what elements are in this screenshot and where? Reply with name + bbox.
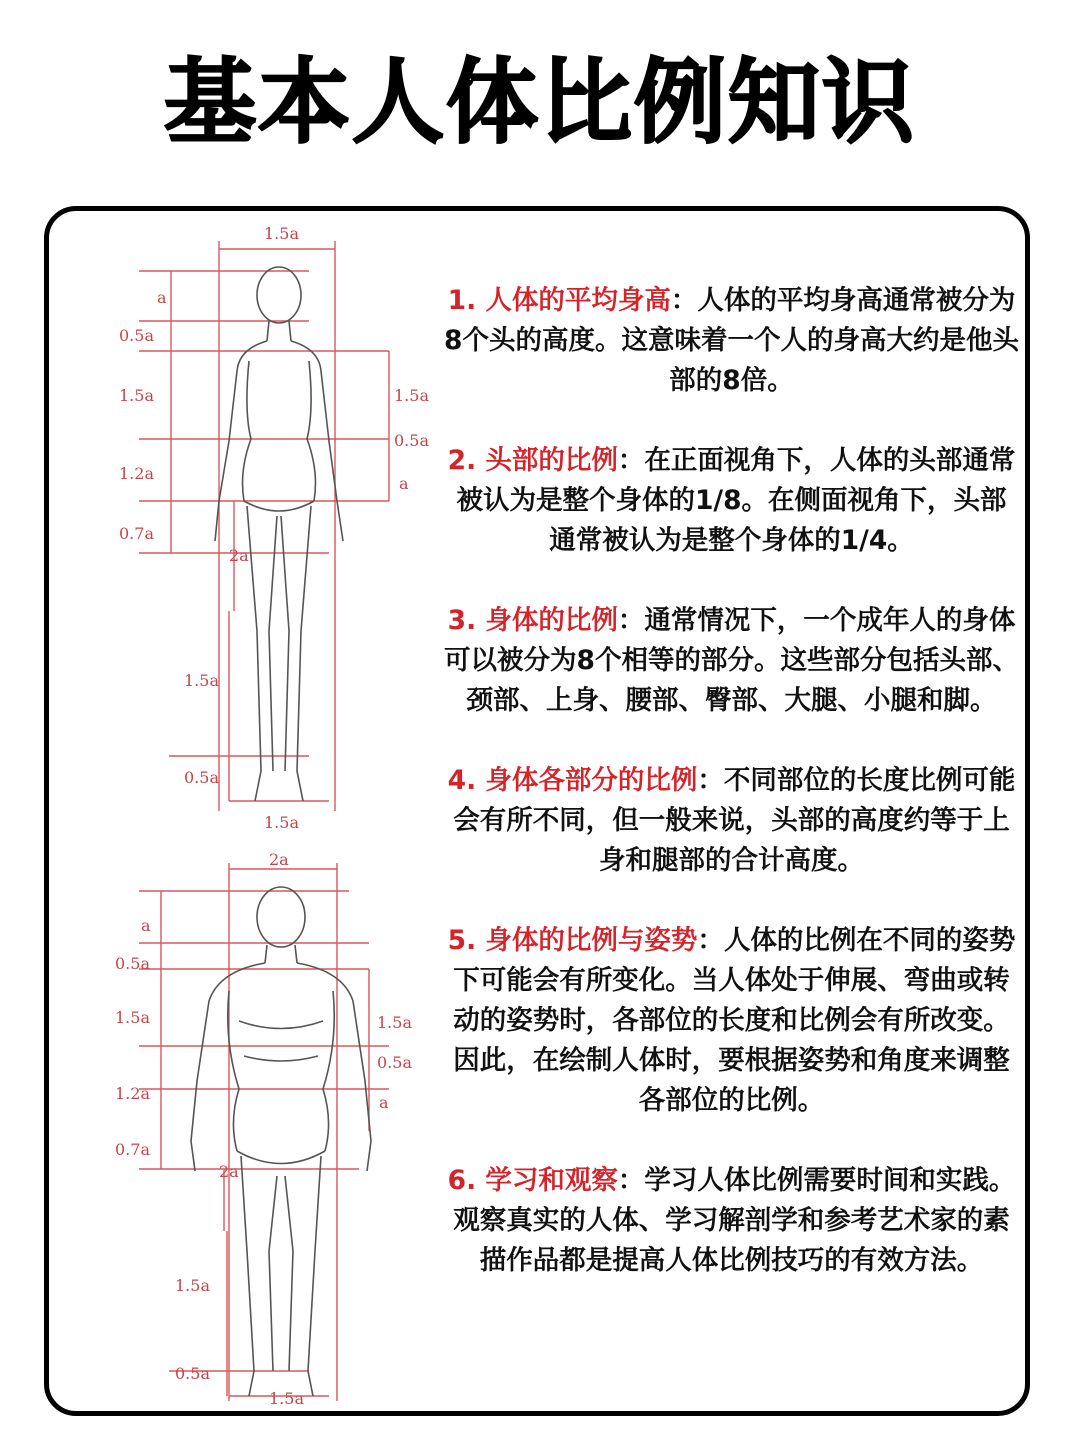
male-label-torso-upper: 1.5a: [115, 1008, 150, 1027]
female-label-shin: 1.5a: [184, 671, 219, 690]
note-item-5: [444, 921, 1019, 1121]
proportion-notes: [444, 281, 1019, 1321]
note-heading-6: 6. 学习和观察: [447, 1165, 618, 1196]
note-body-4: ：不同部位的长度比例可能会有所不同，但一般来说，头部的高度约等于上身和腿部的合计高度。: [453, 765, 1016, 876]
female-label-bottom-width: 1.5a: [264, 813, 299, 832]
male-label-torso-lower: 1.2a: [115, 1084, 150, 1103]
note-heading-1: 1. 人体的平均身高: [447, 285, 671, 316]
male-label-right-lower: a: [379, 1093, 389, 1112]
male-proportion-figure: [79, 851, 429, 1411]
female-proportion-figure: [79, 211, 429, 832]
page-title: 基本人体比例知识: [163, 49, 916, 156]
note-body-6: ：学习人体比例需要时间和实践。观察真实的人体、学习解剖学和参考艺术家的素描作品都是提高人体比例技巧的有效方法。: [453, 1165, 1016, 1276]
male-label-head: a: [141, 916, 151, 935]
female-label-top-width: 1.5a: [264, 224, 299, 243]
female-label-neck: 0.5a: [119, 326, 154, 345]
note-body-1: ：人体的平均身高通常被分为8个头的高度。这意味着一个人的身高大约是他头部的8倍。: [444, 285, 1019, 396]
note-item-2: [444, 441, 1019, 561]
note-heading-5: 5. 身体的比例与姿势: [447, 925, 698, 956]
male-label-thigh: 2a: [219, 1162, 239, 1181]
male-label-bottom-width: 1.5a: [269, 1389, 304, 1408]
note-body-5: ：人体的比例在不同的姿势下可能会有所变化。当人体处于伸展、弯曲或转动的姿势时，各部位的长度和比例会有所改变。因此，在绘制人体时，要根据姿势和角度来调整各部位的比例。: [453, 925, 1016, 1116]
note-item-4: [444, 761, 1019, 881]
male-label-hip: 0.7a: [115, 1140, 150, 1159]
male-label-shin: 1.5a: [175, 1276, 210, 1295]
note-heading-2: 2. 头部的比例: [447, 445, 618, 476]
note-item-3: [444, 601, 1019, 721]
content-card: [44, 206, 1030, 1416]
note-body-2: ：在正面视角下，人体的头部通常被认为是整个身体的1/8。在侧面视角下，头部通常被认为是整个身体的1/4。: [456, 445, 1016, 556]
male-label-right-mid: 0.5a: [377, 1053, 412, 1072]
male-label-top-width: 2a: [269, 850, 289, 869]
male-label-foot: 0.5a: [175, 1364, 210, 1383]
female-label-right-upper: 1.5a: [394, 386, 429, 405]
note-item-6: [444, 1161, 1019, 1281]
note-item-1: [444, 281, 1019, 401]
male-label-neck: 0.5a: [115, 954, 150, 973]
female-label-right-mid: 0.5a: [394, 431, 429, 450]
female-label-torso-upper: 1.5a: [119, 386, 154, 405]
female-label-head: a: [157, 288, 167, 307]
female-label-foot: 0.5a: [184, 768, 219, 787]
female-label-torso-lower: 1.2a: [119, 464, 154, 483]
note-heading-3: 3. 身体的比例: [447, 605, 618, 636]
male-label-right-upper: 1.5a: [377, 1013, 412, 1032]
female-label-hip: 0.7a: [119, 524, 154, 543]
female-label-thigh: 2a: [229, 546, 249, 565]
female-label-right-lower: a: [399, 474, 409, 493]
note-body-3: ：通常情况下，一个成年人的身体可以被分为8个相等的部分。这些部分包括头部、颈部、上身、腰部、臀部、大腿、小腿和脚。: [444, 605, 1019, 716]
note-heading-4: 4. 身体各部分的比例: [447, 765, 698, 796]
